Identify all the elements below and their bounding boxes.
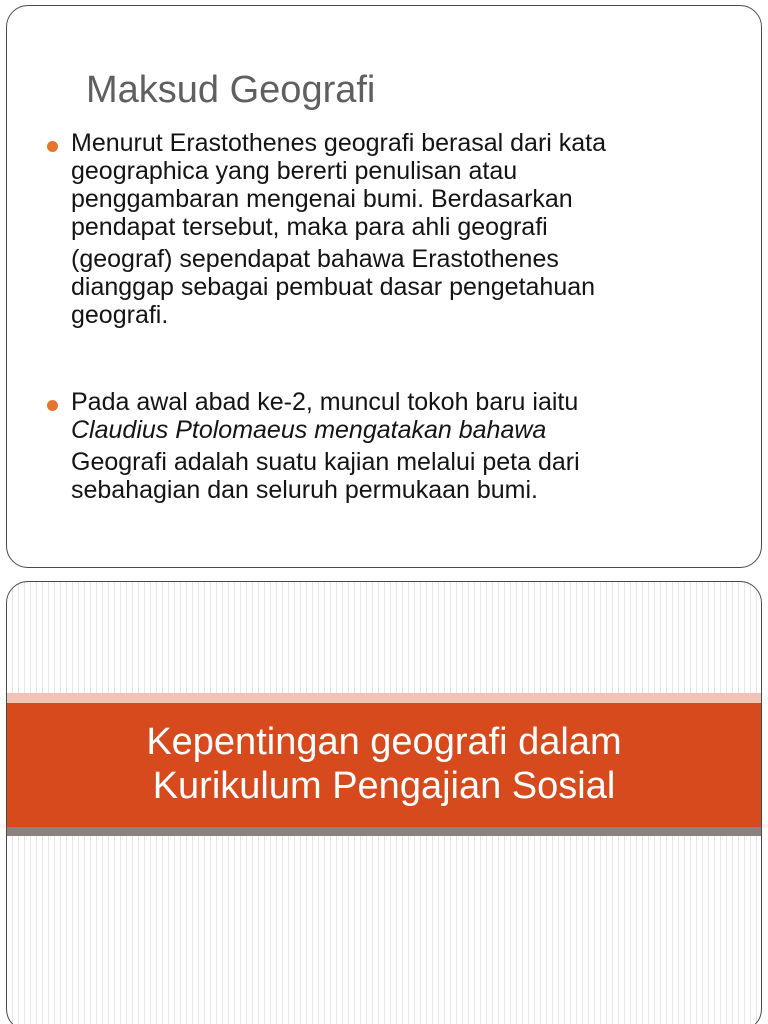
bullet-line: geografi. [71, 301, 169, 329]
slide-maksud-geografi [6, 5, 762, 568]
bullet-line: penggambaran mengenai bumi. Berdasarkan [71, 185, 573, 213]
bullet-line: (geograf) sependapat bahawa Erastothenes [71, 245, 559, 273]
bullet-line: Geografi adalah suatu kajian melalui peta dari [71, 448, 580, 476]
section-title-line: Kurikulum Pengajian Sosial [152, 765, 616, 807]
bullet-dot-icon [47, 141, 58, 152]
slide-title: Maksud Geografi [86, 69, 376, 111]
bullet-line: pendapat tersebut, maka para ahli geografi [71, 213, 548, 241]
section-title [7, 720, 761, 808]
bullet-line: geographica yang bererti penulisan atau [71, 157, 518, 185]
bullet-dot-icon [47, 400, 58, 411]
bullet-line: Menurut Erastothenes geografi berasal dari kata [71, 129, 607, 157]
bullet-text [71, 388, 741, 504]
bullet-point [51, 388, 741, 504]
title-band-bottom-stripe [7, 827, 761, 836]
bullet-line: sebahagian dan seluruh permukaan bumi. [71, 476, 538, 504]
section-title-line: Kepentingan geografi dalam [146, 721, 622, 763]
bullet-point [51, 129, 741, 329]
bullet-line: dianggap sebagai pembuat dasar pengetahuan [71, 273, 596, 301]
title-band-top-stripe [7, 693, 761, 703]
bullet-line: Pada awal abad ke-2, muncul tokoh baru iaitu [71, 388, 579, 416]
bullet-line-italic: Claudius Ptolomaeus mengatakan bahawa [71, 416, 547, 444]
slide-kepentingan-geografi [6, 581, 762, 1024]
bullet-text [71, 129, 741, 329]
